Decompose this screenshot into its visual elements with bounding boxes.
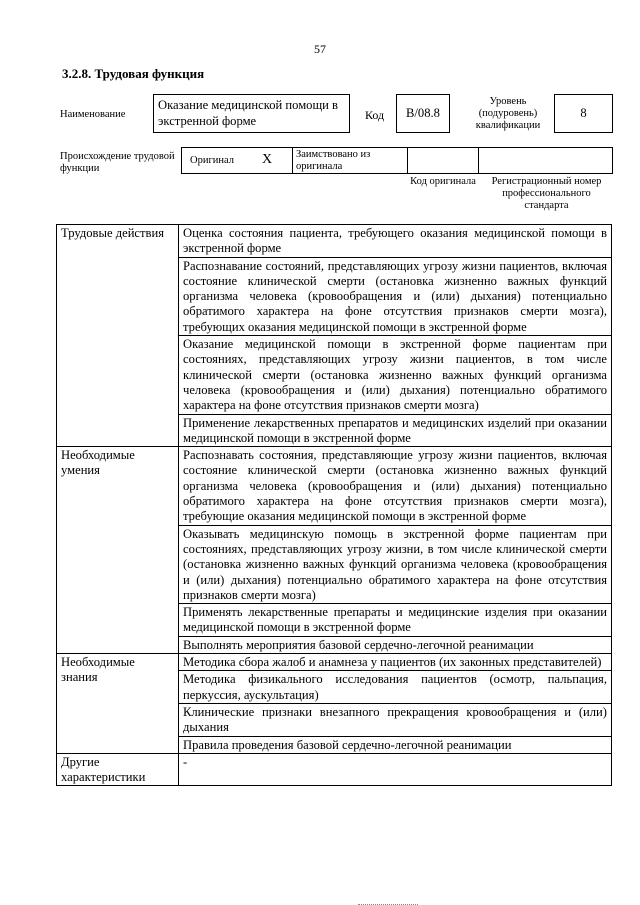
table-cell: Оказывать медицинскую помощь в экстренной форме пациентам при состояниях, представляющих угрозу жизни, в том числе клинической смерти (остановка жизненно важных функций организма человека (кровообращения и (или) дыхания) потенциально обратимого характера на фоне отсутствия признаков смерти мозга): [179, 525, 612, 603]
code-original-label: Код оригинала: [410, 176, 476, 187]
table-cell: Выполнять мероприятия базовой сердечно-легочной реанимации: [179, 636, 612, 653]
table-cell: Правила проведения базовой сердечно-легочной реанимации: [179, 736, 612, 753]
table-row: [57, 753, 612, 786]
table-cell: Применять лекарственные препараты и медицинские изделия при оказании медицинской помощи в экстренной форме: [179, 604, 612, 637]
section-label: Трудовые действия: [57, 225, 179, 447]
code-label: Код: [365, 108, 385, 122]
table-cell: Методика сбора жалоб и анамнеза у пациентов (их законных представителей): [179, 654, 612, 671]
registration-number-label: Регистрационный номер профессионального стандарта: [491, 176, 602, 211]
origin-label: Происхождение трудовой функции: [60, 151, 175, 174]
table-cell: Оценка состояния пациента, требующего оказания медицинской помощи в экстренной форме: [179, 225, 612, 258]
table-cell: Распознавание состояний, представляющих угрозу жизни пациентов, включая состояние клинической смерти (остановка жизненно важных функций организма человека (кровообращения и (или) дыхания) потенциально обратимого характера на фоне отсутствия признаков смерти мозга), требующих оказания медицинской помощи в экстренной форме: [179, 257, 612, 335]
borrowed-label: Заимствовано из оригинала: [296, 149, 371, 172]
table-row: [57, 225, 612, 258]
name-value: Оказание медицинской помощи в экстренной форме: [153, 94, 350, 133]
page-number: 57: [314, 42, 326, 56]
original-mark: Х: [262, 152, 273, 167]
table-row: [57, 654, 612, 671]
qualification-level-label: Уровень (подуровень) квалификации: [475, 96, 541, 131]
section-label: Необходимые умения: [57, 447, 179, 654]
name-label: Наименование: [60, 109, 126, 120]
section-label: Другие характеристики: [57, 753, 179, 786]
code-value: В/08.8: [396, 94, 450, 133]
table-cell: Оказание медицинской помощи в экстренной форме пациентам при состояниях, представляющих угрозу жизни пациентов, в том числе клинической смерти (остановка жизненно важных функций организма человека (кровообращения и (или) дыхания) потенциально обратимого характера на фоне отсутствия признаков смерти мозга): [179, 336, 612, 414]
qualification-level-value: 8: [554, 94, 613, 133]
table-cell: Распознавать состояния, представляющие угрозу жизни пациентов, включая состояние клинической смерти (остановка жизненно важных функций организма человека (кровообращения и (или) дыхания) потенциально обратимого характера на фоне отсутствия признаков смерти мозга), требующие оказания медицинской помощи в экстренной форме: [179, 447, 612, 525]
original-label: Оригинал: [190, 155, 234, 166]
table-cell: Применение лекарственных препаратов и медицинских изделий при оказании медицинской помощи в экстренной форме: [179, 414, 612, 447]
table-row: [57, 447, 612, 525]
table-cell: Методика физикального исследования пациентов (осмотр, пальпация, перкуссия, аускультация): [179, 671, 612, 704]
table-cell: Клинические признаки внезапного прекращения кровообращения и (или) дыхания: [179, 703, 612, 736]
function-table: [56, 224, 612, 786]
section-label: Необходимые знания: [57, 654, 179, 754]
section-title: 3.2.8. Трудовая функция: [62, 66, 205, 81]
table-cell: -: [179, 753, 612, 786]
